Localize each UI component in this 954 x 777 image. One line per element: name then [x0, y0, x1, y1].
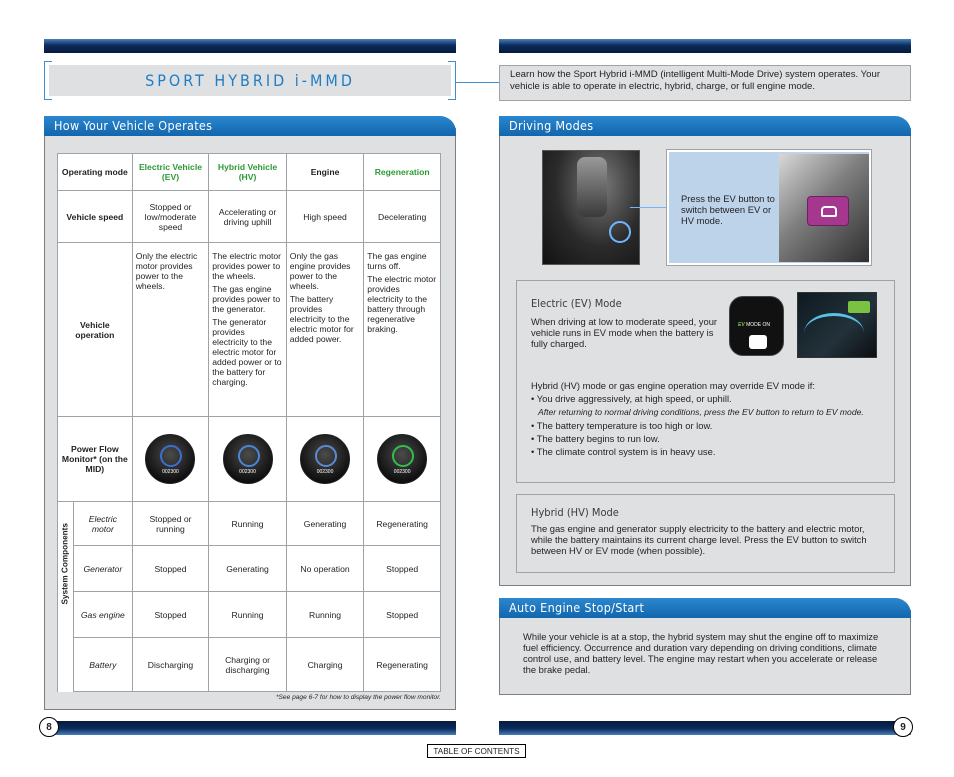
power-flow-gauge-engine: 002300 [300, 434, 350, 484]
driving-modes-heading: Driving Modes [509, 118, 594, 133]
page-number-right: 9 [893, 717, 913, 737]
operations-table: Operating mode Electric Vehicle (EV) Hybrid Vehicle (HV) Engine Regeneration Vehicle speed Stopped or low/moderate speed Accelerating or driving uphill High speed Decelerating Vehicle operation Only the electric motor provides power to the wheels. The electric motor provides power to the wheels. The gas engine provides power to the generator. The generator provides electricity to the electric motor for added power or to the battery for charging. Only the gas engine provides power to the wheels. The battery provides electricity to the electric motor for added power. The gas engine turns off. The electric motor provides electricity to the battery through regenerative braking. Power Flow Monitor* (on the MID) 002300 002300 002300 002300 System Components Electric motor Stopped or running Running Generating Regenerating Generator Stopped Generating No operation Stopped Gas engine Stopped Running Running Stopped Battery Discharging Charging or discharging Charging Regenerating [57, 153, 441, 692]
ev-car-icon [821, 206, 837, 217]
page-title: SPORT HYBRID i-MMD [145, 71, 355, 90]
ev-button-photo [779, 154, 869, 262]
speed-regen: Decelerating [364, 191, 441, 243]
title-connector-line [456, 82, 499, 83]
power-flow-engine [286, 417, 364, 502]
intro-text: Learn how the Sport Hybrid i-MMD (intelligent Multi-Mode Drive) system operates. Your vehicle is able to operate in electric, hybrid, charge, or full engine mode. [499, 65, 911, 101]
ev-mode-title: Electric (EV) Mode [531, 297, 622, 310]
bottom-bar-left [44, 721, 456, 735]
top-bar-left [44, 39, 456, 53]
ev-override-intro: Hybrid (HV) mode or gas engine operation may override EV mode if: [531, 380, 815, 391]
header-engine: Engine [286, 154, 364, 191]
auto-stop-tab [499, 598, 911, 618]
ev-mode-dashboard-photo [797, 292, 877, 358]
power-flow-hv [209, 417, 287, 502]
hv-mode-title: Hybrid (HV) Mode [531, 506, 619, 519]
power-flow-gauge-ev: 002300 [145, 434, 195, 484]
override-bullet-2: • The battery temperature is too high or low. [531, 420, 713, 431]
override-bullet-1: • You drive aggressively, at high speed, or uphill. [531, 393, 732, 404]
header-operating-mode: Operating mode [58, 154, 133, 191]
power-flow-ev [132, 417, 209, 502]
header-regen: Regeneration [364, 154, 441, 191]
override-bullet-3: • The battery begins to run low. [531, 433, 660, 444]
override-bullet-4: • The climate control system is in heavy use. [531, 446, 716, 457]
ev-mode-body: When driving at low to moderate speed, your vehicle runs in EV mode when the battery is fully charged. [531, 316, 718, 349]
operation-engine: Only the gas engine provides power to the wheels. The battery provides electricity to the electric motor for added power. [286, 243, 364, 417]
hv-mode-body: The gas engine and generator supply electricity to the battery and electric motor, while the battery maintains its current charge level. Press the EV button to switch between HV or EV mode (when possible). [531, 523, 867, 556]
top-bar-right [499, 39, 911, 53]
how-vehicle-operates-tab [44, 116, 456, 136]
speed-hv: Accelerating or driving uphill [209, 191, 287, 243]
component-battery: Battery [74, 638, 133, 692]
ev-override-list [531, 392, 886, 458]
operation-ev: Only the electric motor provides power to the wheels. [132, 243, 209, 417]
component-electric-motor: Electric motor [74, 502, 133, 546]
ev-button-callout [667, 150, 871, 265]
auto-stop-heading: Auto Engine Stop/Start [509, 600, 645, 615]
header-ev: Electric Vehicle (EV) [132, 154, 209, 191]
speed-ev: Stopped or low/moderate speed [132, 191, 209, 243]
table-of-contents-link[interactable]: TABLE OF CONTENTS [427, 744, 526, 758]
component-generator: Generator [74, 546, 133, 592]
how-vehicle-operates-heading: How Your Vehicle Operates [54, 118, 213, 133]
power-flow-regen [364, 417, 441, 502]
ev-mode-indicator-display: EV MODE ON [729, 296, 784, 356]
power-flow-gauge-regen: 002300 [377, 434, 427, 484]
power-flow-footnote: *See page 6-7 for how to display the power flow monitor. [275, 694, 441, 701]
ev-button-caption: Press the EV button to switch between EV or HV mode. [681, 193, 775, 226]
ev-indicator-icon [749, 335, 767, 349]
center-console-photo [542, 150, 640, 265]
ev-button [807, 196, 849, 226]
operation-regen: The gas engine turns off. The electric motor provides electricity to the battery through regenerative braking. [364, 243, 441, 417]
speed-engine: High speed [286, 191, 364, 243]
callout-line [630, 207, 668, 208]
row-label-vehicle-operation: Vehicle operation [58, 243, 133, 417]
page-number-left: 8 [39, 717, 59, 737]
row-label-vehicle-speed: Vehicle speed [58, 191, 133, 243]
auto-stop-body: While your vehicle is at a stop, the hybrid system may shut the engine off to maximize fuel efficiency. Occurrence and duration vary depending on driving conditions, climate control use, and battery level. The engine may restart when you accelerate or release the brake pedal. [523, 631, 879, 675]
page-title-box [44, 61, 456, 100]
header-hv: Hybrid Vehicle (HV) [209, 154, 287, 191]
bottom-bar-right [499, 721, 911, 735]
row-label-power-flow: Power Flow Monitor* (on the MID) [58, 417, 133, 502]
operation-hv: The electric motor provides power to the wheels. The gas engine provides power to the generator. The generator provides electricity to the electric motor for added power or to the battery for charging. [209, 243, 287, 417]
component-gas-engine: Gas engine [74, 592, 133, 638]
override-note: After returning to normal driving conditions, press the EV button to return to EV mode. [538, 407, 864, 417]
driving-modes-tab [499, 116, 911, 136]
power-flow-gauge-hv: 002300 [223, 434, 273, 484]
system-components-label: System Components [58, 502, 74, 692]
